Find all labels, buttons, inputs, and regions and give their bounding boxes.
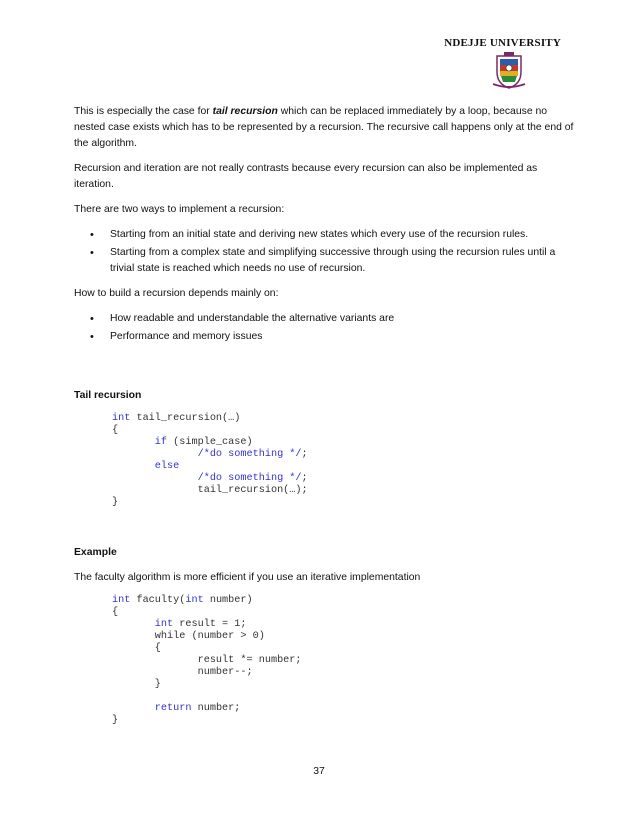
tail-recursion-term: tail recursion (212, 106, 278, 117)
factors-list (74, 311, 574, 345)
list-item: • Starting from an initial state and deriving new states which every use of the recursion rules. (90, 229, 529, 241)
university-name: NDEJJE UNIVERSITY (444, 37, 561, 49)
page-number: 37 (313, 766, 325, 777)
list-item: • How readable and understandable the alternative variants are (90, 313, 395, 325)
bullet-icon: • (90, 247, 94, 259)
bullet-icon: • (90, 229, 94, 241)
bullet-icon: • (90, 331, 94, 343)
university-crest-icon (489, 50, 529, 90)
code-block-faculty: int faculty(int number) { int result = 1; while (number > 0) { result *= number; number--; } return number; } (112, 595, 302, 726)
bullet-icon: • (90, 313, 94, 325)
ways-list (74, 227, 574, 277)
list-item: • Performance and memory issues (90, 331, 263, 343)
paragraph-two-ways: There are two ways to implement a recursion: (74, 204, 285, 215)
paragraph-build: How to build a recursion depends mainly on: (74, 288, 279, 299)
paragraph-faculty: The faculty algorithm is more efficient if you use an iterative implementation (74, 572, 421, 583)
page-content (74, 104, 574, 727)
heading-tail-recursion: Tail recursion (74, 390, 142, 401)
list-item: • Starting from a complex state and simplifying successive through using the recursion rules until a trivial state is reached which needs no use of recursion. (90, 247, 556, 274)
code-block-tail-recursion: int tail_recursion(…) { if (simple_case) /*do something */; else /*do something */; tail_recursion(…); } (112, 413, 308, 508)
paragraph-iteration: Recursion and iteration are not really contrasts because every recursion can also be implemented as iteration. (74, 163, 538, 190)
heading-example: Example (74, 547, 117, 558)
paragraph-intro: This is especially the case for tail recursion which can be replaced immediately by a loop, because no nested case exists which has to be represented by a recursion. The recursive call happens only at the end of the algorithm. (74, 106, 574, 149)
